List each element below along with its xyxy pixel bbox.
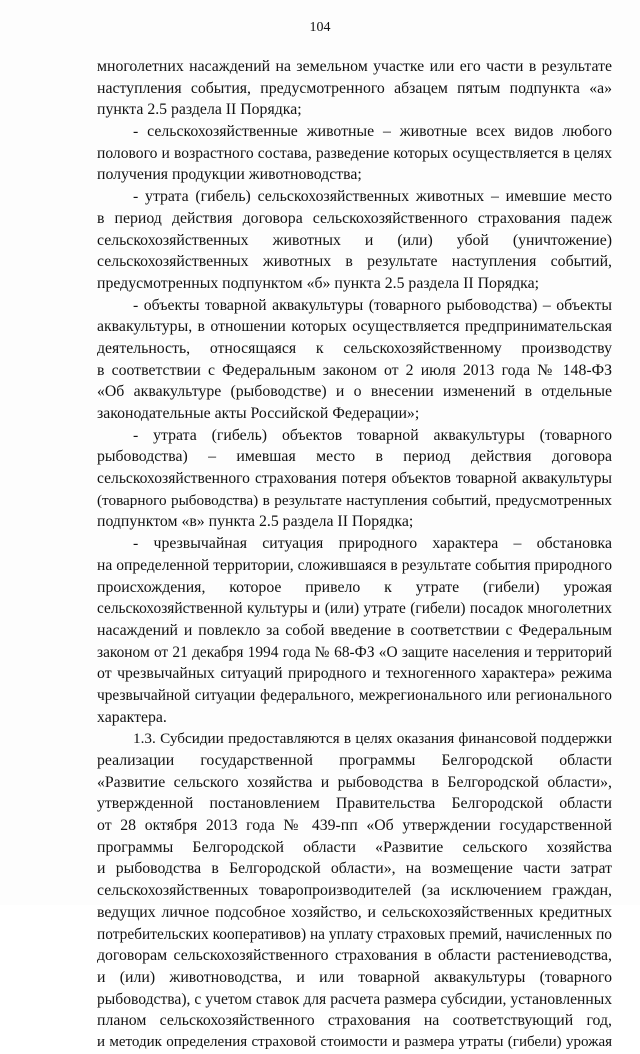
text-line: предусмотренных подпунктом «б» пункта 2.5 раздела II Порядка; — [97, 274, 539, 292]
page-number: 104 — [309, 20, 331, 35]
text-line: - объекты товарной аквакультуры (товарного рыбоводства) – объекты — [133, 296, 612, 314]
text-line: на определенной территории, сложившаяся в результате события природного — [97, 556, 612, 574]
text-line: программы Белгородской области «Развитие сельского хозяйства — [97, 838, 612, 856]
text-line: деятельность, относящаяся к сельскохозяйственному производству — [97, 339, 612, 357]
text-line: аквакультуры, в отношении которых осуществляется предпринимательская — [97, 318, 612, 336]
text-line: (товарного рыбоводства) в результате наступления событий, предусмотренных — [97, 491, 612, 509]
text-line: получения продукции животноводства; — [97, 166, 362, 184]
text-line: от 28 октября 2013 года № 439-пп «Об утверждении государственной — [97, 817, 612, 835]
text-line: в соответствии с Федеральным законом от 2 июля 2013 года № 148-ФЗ — [97, 361, 612, 379]
text-line: потребительских кооперативов) на уплату страховых премий, начисленных по — [97, 925, 612, 943]
text-line: «Развитие сельского хозяйства и рыбоводства в Белгородской области», — [97, 773, 612, 791]
text-line: многолетних насаждений на земельном участке или его части в результате — [97, 58, 612, 75]
text-line: сельскохозяйственного страхования потеря объектов товарной аквакультуры — [97, 470, 612, 488]
text-line: законодательные акты Российской Федерации»; — [97, 405, 420, 422]
text-line: происхождения, которое привело к утрате (гибели) урожая — [97, 578, 612, 596]
text-line: и (или) животноводства, и или товарной аквакультуры (товарного — [97, 968, 612, 986]
text-line: утвержденной постановлением Правительства Белгородской области — [97, 795, 612, 813]
text-line: рыбоводства), с учетом ставок для расчета размера субсидии, установленных — [97, 990, 612, 1008]
text-line: договорам сельскохозяйственного страхования в области растениеводства, — [97, 947, 612, 965]
text-line: и рыбоводства в Белгородской области», на возмещение части затрат — [97, 860, 612, 878]
text-line: полового и возрастного состава, разведение которых осуществляется в целях — [97, 144, 612, 162]
text-line: планом сельскохозяйственного страхования на соответствующий год, — [97, 1012, 612, 1030]
document-body — [97, 56, 612, 1054]
text-line: законом от 21 декабря 1994 года № 68-ФЗ «О защите населения и территорий — [97, 643, 612, 661]
text-line: - утрата (гибель) сельскохозяйственных животных – имевшие место — [133, 188, 612, 206]
text-line: - чрезвычайная ситуация природного характера – обстановка — [133, 535, 612, 553]
text-line: сельскохозяйственных животных в результате наступления событий, — [97, 253, 612, 271]
text-line: от чрезвычайных ситуаций природного и техногенного характера» режима — [97, 665, 612, 683]
text-line: сельскохозяйственных товаропроизводителей (за исключением граждан, — [97, 882, 612, 900]
text-line: - сельскохозяйственные животные – животные всех видов любого — [133, 123, 612, 141]
text-line: - утрата (гибель) объектов товарной аквакультуры (товарного — [133, 426, 612, 444]
text-line: сельскохозяйственных животных и (или) убой (уничтожение) — [97, 231, 612, 249]
text-line: характера. — [97, 708, 167, 726]
text-line: чрезвычайной ситуации федерального, межрегионального или регионального — [97, 686, 612, 704]
text-line: рыбоводства) – имевшая место в период действия договора — [97, 448, 612, 466]
text-line: подпунктом «в» пункта 2.5 раздела II Порядка; — [97, 513, 414, 531]
text-line: в период действия договора сельскохозяйственного страхования падеж — [97, 209, 612, 227]
text-line: насаждений и повлекло за собой введение в соответствии с Федеральным — [97, 621, 612, 639]
text-line: пункта 2.5 раздела II Порядка; — [97, 101, 302, 119]
text-line: наступления события, предусмотренного абзацем пятым подпункта «а» — [97, 79, 612, 97]
text-line: ведущих личное подсобное хозяйство, и сельскохозяйственных кредитных — [97, 903, 612, 921]
text-line: реализации государственной программы Белгородской области — [97, 752, 612, 769]
text-line: 1.3. Субсидии предоставляются в целях оказания финансовой поддержки — [133, 730, 612, 748]
text-line: сельскохозяйственной культуры и (или) утрате (гибели) посадок многолетних — [97, 600, 612, 618]
text-line: и методик определения страховой стоимости и размера утраты (гибели) урожая — [97, 1033, 612, 1050]
text-line: «Об аквакультуре (рыбоводстве) и о внесении изменений в отдельные — [97, 383, 612, 401]
